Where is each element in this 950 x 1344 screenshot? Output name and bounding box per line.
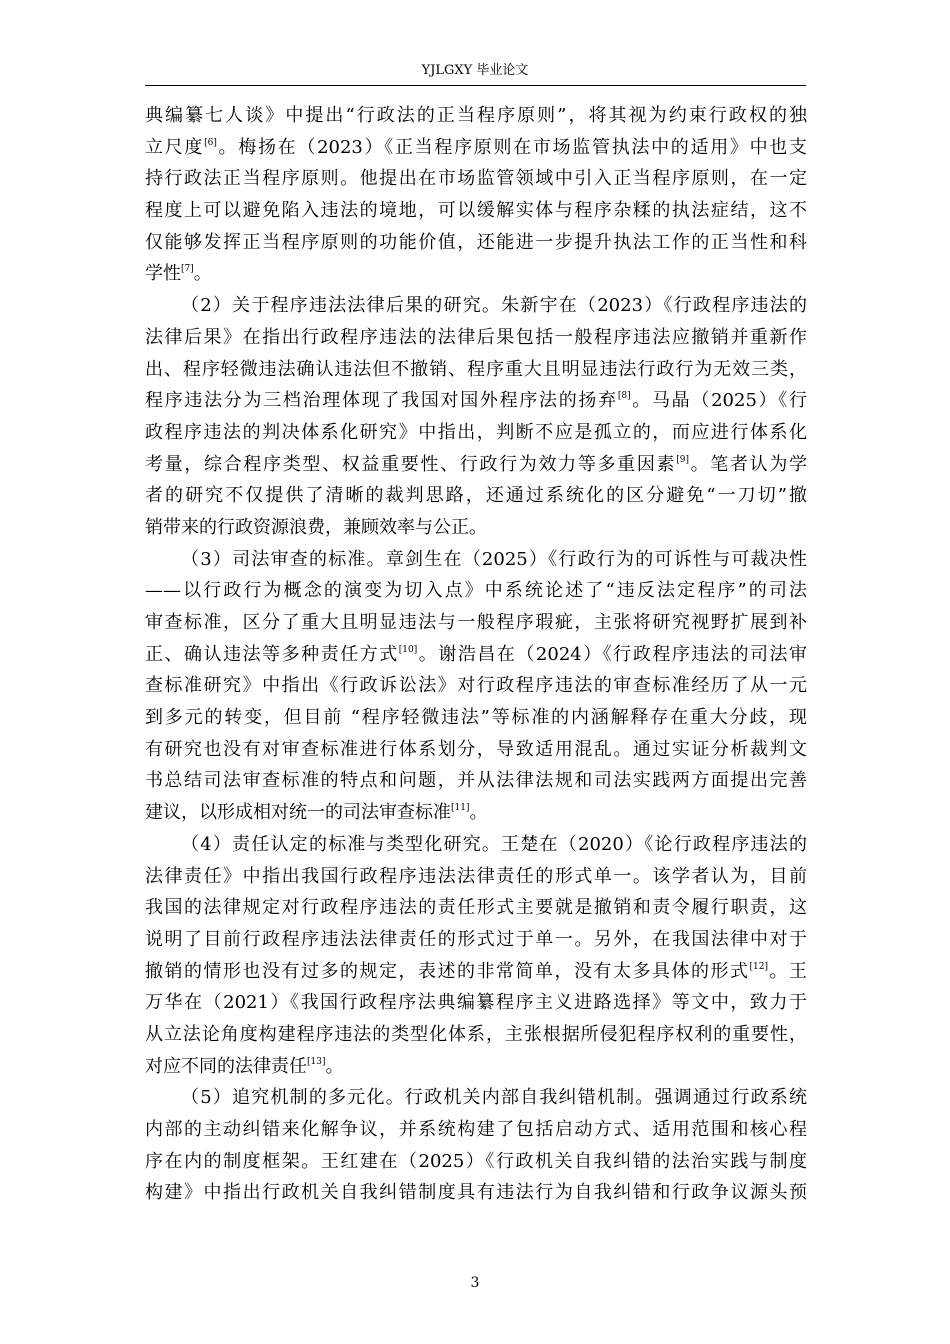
line-text: 对应不同的法律责任 — [145, 1055, 307, 1077]
line-text: ——以行政行为概念的演变为切入点》中系统论述了“违反法定程序”的司法 — [145, 580, 807, 602]
line-text: 正、确认违法等多种责任方式 — [145, 643, 399, 665]
text-line — [145, 132, 807, 164]
text-line — [145, 702, 807, 734]
line-text: 销带来的行政资源浪费，兼顾效率与公正。 — [145, 516, 487, 538]
header-rule — [145, 85, 806, 86]
line-text: 者的研究不仅提供了清晰的裁判思路，还通过系统化的区分避免“一刀切”撤 — [145, 485, 807, 507]
line-text: 内部的主动纠错来化解争议，并系统构建了包括启动方式、适用范围和核心程 — [145, 1119, 807, 1140]
line-text-after-citation: 。马晶（2025）《行 — [630, 390, 807, 412]
text-line — [145, 417, 807, 449]
text-line — [145, 163, 807, 195]
text-line — [145, 607, 807, 639]
text-line — [145, 861, 807, 893]
line-text: 说明了目前行政程序违法法律责任的形式过于单一。另外，在我国法律中对于 — [145, 928, 807, 950]
line-text: 政程序违法的判决体系化研究》中指出，判断不应是孤立的，而应进行体系化 — [145, 421, 807, 443]
line-text: 考量，综合程序类型、权益重要性、行政行为效力等多重因素 — [145, 453, 677, 475]
page-number: 3 — [470, 1275, 480, 1291]
line-text: 从立法论角度构建程序违法的类型化体系，主张根据所侵犯程序权利的重要性， — [145, 1023, 807, 1045]
line-text: 构建》中指出行政机关自我纠错制度具有违法行为自我纠错和行政争议源头预 — [145, 1182, 807, 1204]
text-line — [145, 449, 807, 481]
citation-ref: [13] — [307, 1056, 326, 1067]
line-text: 撤销的情形也没有过多的规定，表述的非常简单，没有太多具体的形式 — [145, 960, 750, 982]
line-text-after-citation: 。 — [325, 1055, 344, 1077]
line-text: 书总结司法审查标准的特点和问题，并从法律法规和司法实践两方面提出完善 — [145, 770, 807, 792]
line-text: 典编纂七人谈》中提出“行政法的正当程序原则”，将其视为约束行政权的独 — [145, 105, 807, 126]
text-line — [145, 575, 807, 607]
line-text: 程度上可以避免陷入违法的境地，可以缓解实体与程序杂糅的执法症结，这不 — [145, 200, 807, 222]
text-line — [145, 100, 807, 132]
text-line — [145, 670, 807, 702]
line-text-after-citation: 。王 — [768, 960, 808, 982]
line-text: 到多元的转变，但目前 “程序轻微违法”等标准的内涵解释存在重大分歧，现 — [145, 707, 807, 729]
line-text: 仅能够发挥正当程序原则的功能价值，还能进一步提升执法工作的正当性和科 — [145, 231, 807, 253]
line-text: 法律责任》中指出我国行政程序违法法律责任的形式单一。该学者认为，目前 — [145, 865, 807, 887]
text-line — [145, 734, 807, 766]
text-line — [145, 195, 807, 227]
line-text-after-citation: 。笔者认为学 — [688, 453, 807, 475]
text-line — [145, 290, 807, 322]
text-line — [145, 385, 807, 417]
line-text: 立尺度 — [145, 136, 205, 158]
citation-ref: [7] — [181, 264, 194, 275]
text-line — [145, 1082, 807, 1114]
line-text: 有研究也没有对审查标准进行体系划分，导致适用混乱。通过实证分析裁判文 — [145, 738, 807, 760]
body-text — [145, 100, 807, 1209]
text-line — [145, 1114, 807, 1146]
text-line — [145, 227, 807, 259]
line-text-after-citation: 。 — [469, 802, 488, 824]
citation-ref: [6] — [204, 137, 217, 148]
line-text-after-citation: 。梅扬在（2023）《正当程序原则在市场监管执法中的适用》中也支 — [216, 136, 807, 158]
text-line — [145, 322, 807, 354]
line-text: 出、程序轻微违法确认违法但不撤销、程序重大且明显违法行政行为无效三类， — [145, 358, 807, 380]
text-line — [145, 987, 807, 1019]
page-header: YJLGXY 毕业论文 — [421, 63, 529, 78]
line-text: 我国的法律规定对行政程序违法的责任形式主要就是撤销和责令履行职责，这 — [145, 897, 807, 919]
line-text: 法律后果》在指出行政程序违法的法律后果包括一般程序违法应撤销并重新作 — [145, 326, 807, 348]
line-text: 学性 — [145, 263, 181, 285]
line-text: 建议，以形成相对统一的司法审查标准 — [145, 802, 451, 824]
citation-ref: [11] — [451, 803, 470, 814]
text-line — [145, 1051, 807, 1083]
text-line — [145, 1019, 807, 1051]
text-line — [145, 639, 807, 671]
text-line — [145, 924, 807, 956]
citation-ref: [8] — [617, 391, 631, 402]
line-text-after-citation: 。谢浩昌在（2024）《行政程序违法的司法审 — [417, 643, 808, 665]
text-line — [145, 1146, 807, 1178]
line-text: 持行政法正当程序原则。他提出在市场监管领域中引入正当程序原则，在一定 — [145, 168, 807, 190]
citation-ref: [12] — [749, 961, 768, 972]
line-text: 万华在（2021）《我国行政程序法典编纂程序主义进路选择》等文中，致力于 — [145, 992, 807, 1014]
line-text: 程序违法分为三档治理体现了我国对国外程序法的扬弃 — [145, 390, 618, 412]
text-line — [145, 829, 807, 861]
text-line — [145, 544, 807, 576]
citation-ref: [9] — [676, 454, 689, 465]
line-text: （3）司法审查的标准。章剑生在（2025）《行政行为的可诉性与可裁决性 — [181, 548, 807, 570]
text-line — [145, 797, 807, 829]
text-line — [145, 892, 807, 924]
line-text: （5）追究机制的多元化。行政机关内部自我纠错机制。强调通过行政系统 — [181, 1087, 807, 1109]
text-line — [145, 258, 807, 290]
text-line — [145, 512, 807, 544]
text-line — [145, 956, 807, 988]
text-line — [145, 354, 807, 386]
citation-ref: [10] — [398, 644, 418, 655]
text-line — [145, 1177, 807, 1209]
line-text: 查标准研究》中指出《行政诉讼法》对行政程序违法的审查标准经历了从一元 — [145, 675, 807, 697]
line-text-after-citation: 。 — [193, 263, 212, 285]
line-text: 序在内的制度框架。王红建在（2025）《行政机关自我纠错的法治实践与制度 — [145, 1150, 807, 1172]
line-text: 审查标准，区分了重大且明显违法与一般程序瑕疵，主张将研究视野扩展到补 — [145, 612, 807, 633]
line-text: （2）关于程序违法法律后果的研究。朱新宇在（2023）《行政程序违法的 — [181, 295, 807, 317]
line-text: （4）责任认定的标准与类型化研究。王楚在（2020）《论行政程序违法的 — [181, 833, 807, 855]
text-line — [145, 480, 807, 512]
text-line — [145, 765, 807, 797]
